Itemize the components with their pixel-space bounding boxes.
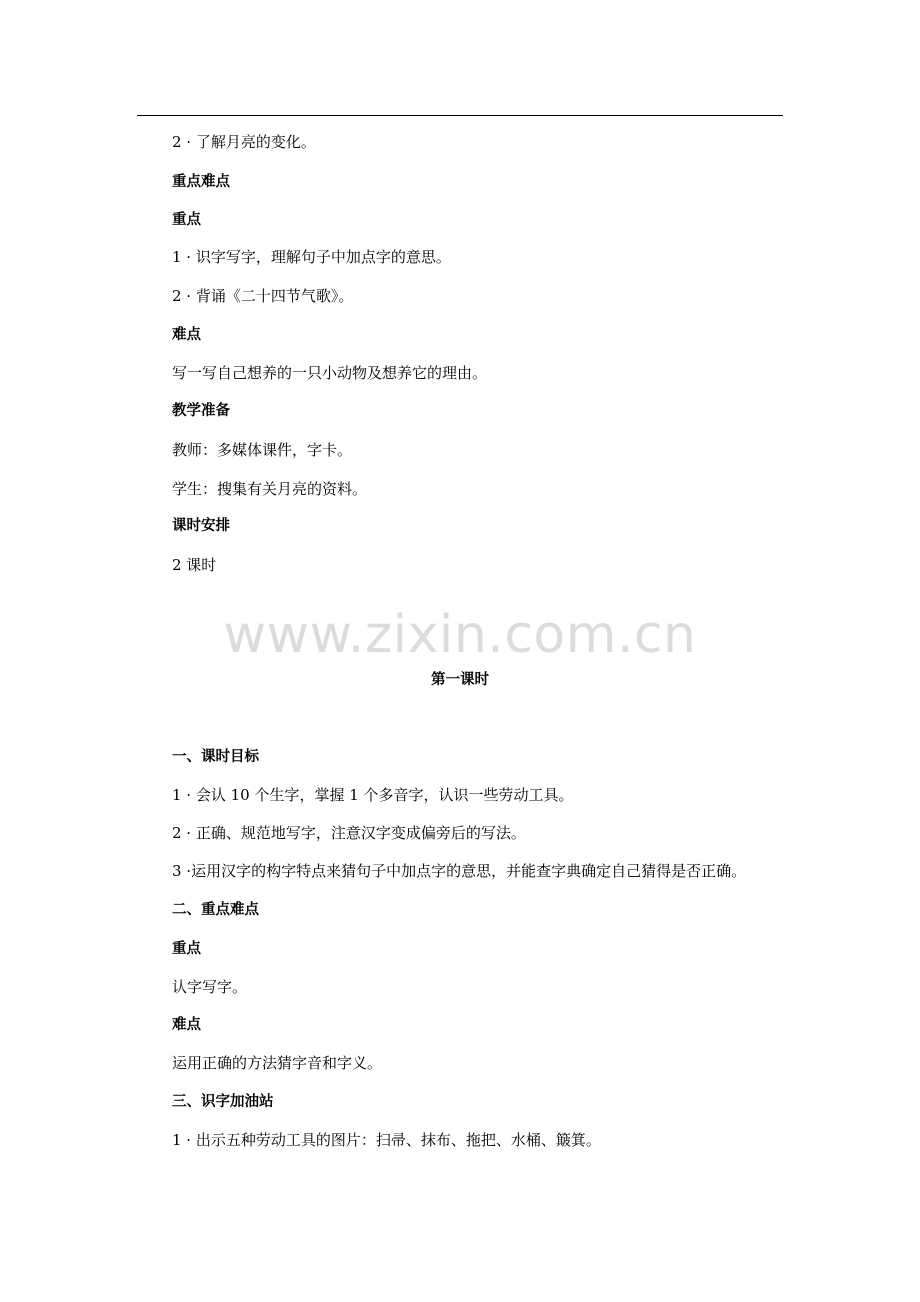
objective-item-2: 2 · 了解月亮的变化。	[172, 133, 316, 151]
prep-teacher: 教师：多媒体课件，字卡。	[172, 441, 353, 459]
header-rule	[137, 115, 783, 116]
section-heading-goals: 一、课时目标	[172, 749, 259, 765]
lesson-difficult-item: 运用正确的方法猜字音和字义。	[172, 1054, 383, 1072]
key-item-1: 1 · 识字写字，理解句子中加点字的意思。	[172, 248, 451, 266]
section-heading-station: 三、识字加油站	[172, 1094, 274, 1110]
subheading-lesson-difficult: 难点	[172, 1017, 201, 1033]
subheading-difficult: 难点	[172, 327, 201, 343]
lesson-title: 第一课时	[431, 672, 489, 688]
section-heading-prep: 教学准备	[172, 403, 230, 419]
section-heading-lesson-key-difficult: 二、重点难点	[172, 902, 259, 918]
station-item-1: 1 · 出示五种劳动工具的图片：扫帚、抹布、拖把、水桶、簸箕。	[172, 1131, 601, 1149]
subheading-lesson-key: 重点	[172, 941, 201, 957]
watermark: www.zixin.com.cn	[223, 605, 697, 665]
schedule-value: 2 课时	[172, 556, 217, 574]
difficult-item: 写一写自己想养的一只小动物及想养它的理由。	[172, 364, 488, 382]
goal-item-1: 1 · 会认 10 个生字，掌握 1 个多音字，认识一些劳动工具。	[172, 786, 574, 804]
section-heading-schedule: 课时安排	[172, 518, 230, 534]
lesson-key-item: 认字写字。	[172, 978, 248, 996]
subheading-key: 重点	[172, 212, 201, 228]
key-item-2: 2 · 背诵《二十四节气歌》。	[172, 287, 354, 305]
section-heading-key-difficult: 重点难点	[172, 174, 230, 190]
prep-student: 学生：搜集有关月亮的资料。	[172, 480, 368, 498]
goal-item-2: 2 · 正确、规范地写字，注意汉字变成偏旁后的写法。	[172, 824, 526, 842]
goal-item-3: 3 ·运用汉字的构字特点来猜句子中加点字的意思，并能查字典确定自己猜得是否正确。	[172, 862, 747, 880]
